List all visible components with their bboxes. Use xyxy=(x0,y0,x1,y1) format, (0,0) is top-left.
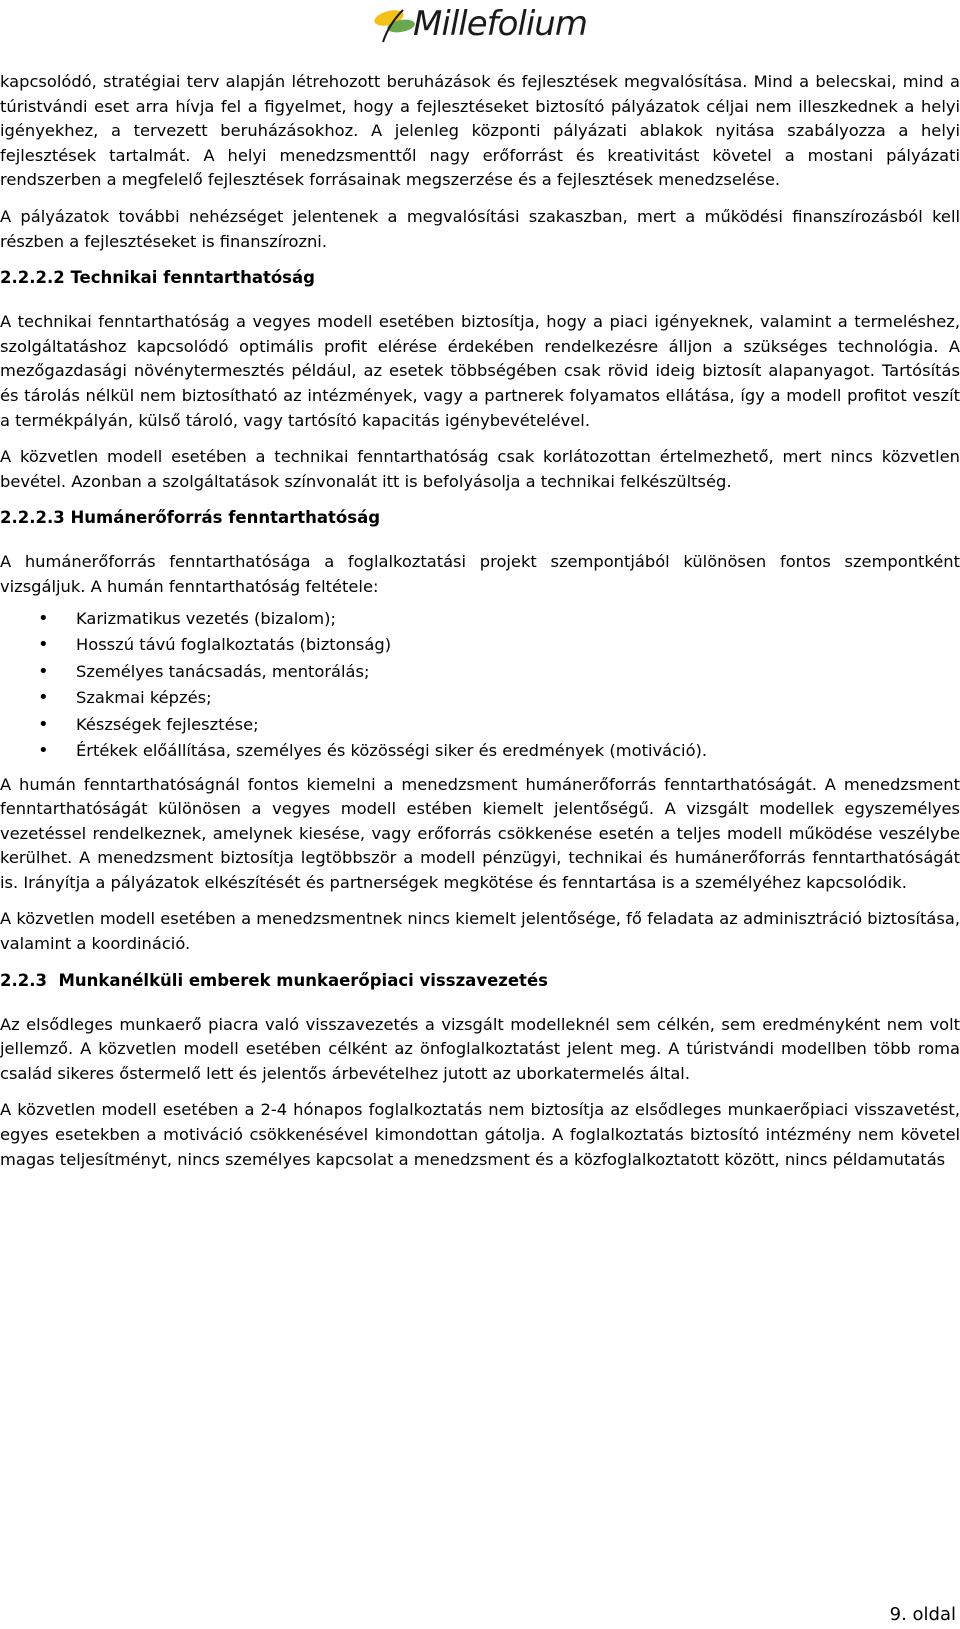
paragraph: A technikai fenntarthatóság a vegyes modell esetében biztosítja, hogy a piaci igényeknek, valamint a termeléshez, szolgáltatáshoz kapcsolódó optimális profit elérése érdekében rendelkezésre álljon a szükséges technológia. A mezőgazdasági növénytermesztés például, az esetek többségében csak rövid ideig biztosít alapanyagot. Tartósítás és tárolás nélkül nem biztosítható az intézmények, vagy a partnerek folyamatos ellátása, így a modell profitot veszít a termékpályán, külső tároló, vagy tartósító kapacitás igénybevételével. xyxy=(0,312,960,430)
list-item: • Értékek előállítása, személyes és közösségi siker és eredmények (motiváció). xyxy=(76,738,960,765)
document-body xyxy=(0,70,960,1184)
paragraph: A humán fenntarthatóságnál fontos kiemelni a menedzsment humánerőforrás fenntarthatóságát. A menedzsment fenntarthatóságát különösen a vegyes modell estében kiemelt jelentőségű. A vizsgált modellek egyszemélyes vezetéssel rendelkeznek, amelynek kiesése, vagy erőforrás csökkenése esetén a teljes modell működése veszélybe kerülhet. A menedzsment biztosítja legtöbbször a modell pénzügyi, technikai és humánerőforrás fenntarthatóságát is. Irányítja a pályázatok elkészítését és partnerségek megkötése és fenntartása is a személyéhez kapcsolódik. xyxy=(0,774,960,892)
section-heading-2223: 2.2.2.3 Humánerőforrás fenntarthatóság xyxy=(0,508,381,528)
paragraph: A pályázatok további nehézséget jelentenek a megvalósítási szakaszban, mert a működési finanszírozásból kell részben a fejlesztéseket is finanszírozni. xyxy=(0,206,960,251)
page-header xyxy=(0,0,960,60)
millefolium-logo xyxy=(373,4,587,44)
list-item: • Készségek fejlesztése; xyxy=(76,712,960,739)
paragraph: kapcsolódó, stratégiai terv alapján létrehozott beruházások és fejlesztések megvalósítása. Mind a belecskai, mind a túristvándi eset arra hívja fel a figyelmet, hogy a fejlesztéseket biztosító pályázatok céljai nem illeszkednek a helyi igényekhez, a tervezett beruházásokhoz. A jelenleg központi pályázati ablakok nyitása szabályozza a helyi fejlesztések tartalmát. A helyi menedzsmenttől nagy erőforrást és kreativitást követel a mostani pályázati rendszerben a megfelelő fejlesztések forrásainak megszerzése és a fejlesztések menedzselése. xyxy=(0,72,960,190)
list-item: • Hosszú távú foglalkoztatás (biztonság) xyxy=(76,632,960,659)
paragraph: A közvetlen modell esetében a 2-4 hónapos foglalkoztatás nem biztosítja az elsődleges munkaerőpiaci visszavetést, egyes esetekben a motiváció csökkenésével kimondottan gátolja. A foglalkoztatás biztosító intézmény nem követel magas teljesítményt, nincs személyes kapcsolat a menedzsment és a közfoglalkoztatott között, nincs példamutatás xyxy=(0,1100,960,1169)
paragraph: A közvetlen modell esetében a menedzsmentnek nincs kiemelt jelentősége, fő feladata az adminisztráció biztosítása, valamint a koordináció. xyxy=(0,909,960,954)
page-number: 9. oldal xyxy=(889,1604,956,1625)
logo-text: Millefolium xyxy=(413,4,587,44)
bullet-list xyxy=(0,606,960,765)
paragraph: A humánerőforrás fenntarthatósága a foglalkoztatási projekt szempontjából különösen fontos szempontként vizsgáljuk. A humán fenntarthatóság feltétele: xyxy=(0,552,960,596)
list-item: • Karizmatikus vezetés (bizalom); xyxy=(76,606,960,633)
paragraph: A közvetlen modell esetében a technikai fenntarthatóság csak korlátozottan értelmezhető, mert nincs közvetlen bevétel. Azonban a szolgáltatások színvonalát itt is befolyásolja a technikai felkészültség. xyxy=(0,447,960,491)
list-item: • Szakmai képzés; xyxy=(76,685,960,712)
leaf-logo-icon xyxy=(373,4,417,44)
section-heading-223: 2.2.3 Munkanélküli emberek munkaerőpiaci visszavezetés xyxy=(0,970,548,990)
section-heading-2222: 2.2.2.2 Technikai fenntarthatóság xyxy=(0,268,315,288)
paragraph: Az elsődleges munkaerő piacra való visszavezetés a vizsgált modelleknél sem célkén, sem eredményként nem volt jellemző. A közvetlen modell esetében célként az önfoglalkoztatást jelent meg. A túristvándi modellben több roma család sikeres őstermelő lett és jelentős árbevételhez jutott az uborkatermelés által. xyxy=(0,1014,960,1083)
list-item: • Személyes tanácsadás, mentorálás; xyxy=(76,659,960,686)
